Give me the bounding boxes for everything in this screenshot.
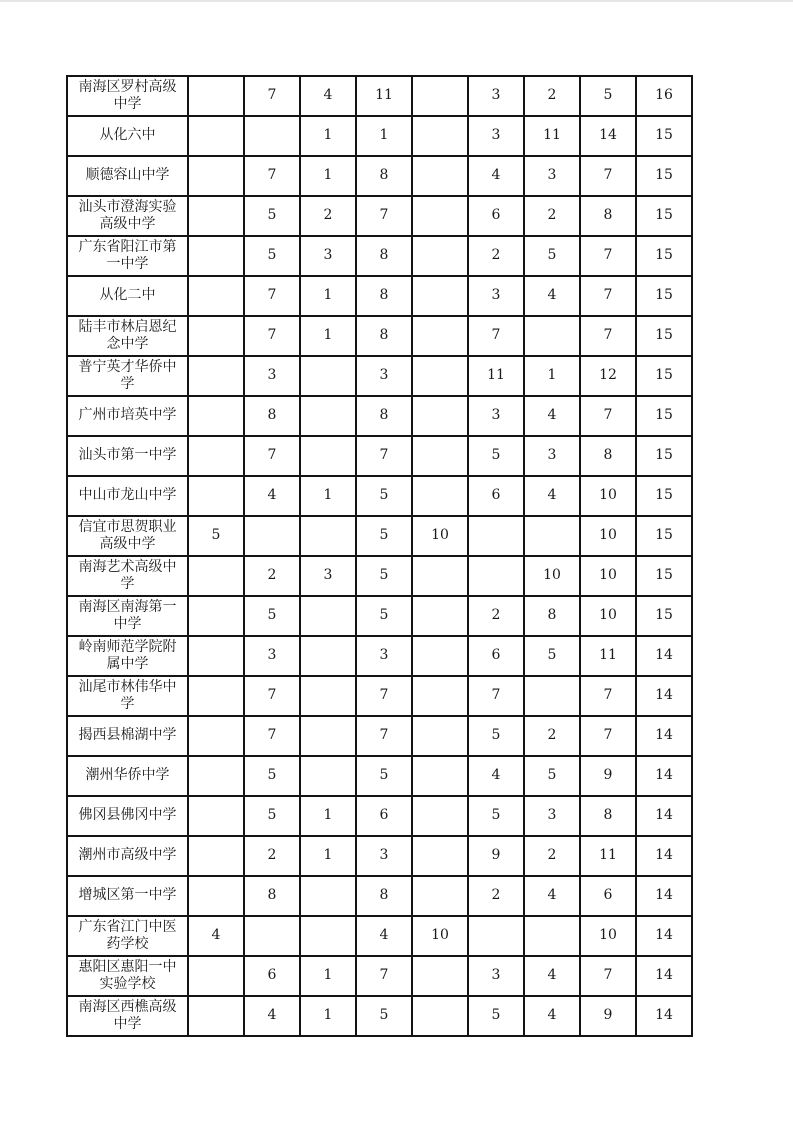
value-cell	[188, 116, 244, 156]
value-cell	[468, 516, 524, 556]
value-cell: 4	[524, 996, 580, 1036]
value-cell: 15	[636, 116, 692, 156]
value-cell: 15	[636, 356, 692, 396]
value-cell: 15	[636, 276, 692, 316]
value-cell: 7	[468, 316, 524, 356]
value-cell: 7	[356, 956, 412, 996]
school-name-cell: 汕头市第一中学	[67, 436, 188, 476]
value-cell	[300, 676, 356, 716]
value-cell: 7	[244, 436, 300, 476]
table-row	[67, 276, 692, 316]
value-cell: 14	[636, 996, 692, 1036]
value-cell: 6	[244, 956, 300, 996]
value-cell: 2	[244, 836, 300, 876]
value-cell: 15	[636, 516, 692, 556]
value-cell: 1	[300, 316, 356, 356]
value-cell: 5	[468, 796, 524, 836]
value-cell: 7	[580, 236, 636, 276]
value-cell: 14	[636, 796, 692, 836]
value-cell: 3	[524, 156, 580, 196]
value-cell: 3	[356, 836, 412, 876]
school-name-cell: 南海区西樵高级中学	[67, 996, 188, 1036]
value-cell	[188, 236, 244, 276]
value-cell: 14	[580, 116, 636, 156]
value-cell	[244, 916, 300, 956]
value-cell: 8	[356, 156, 412, 196]
value-cell: 10	[580, 916, 636, 956]
value-cell	[468, 916, 524, 956]
school-name-cell: 从化六中	[67, 116, 188, 156]
value-cell: 14	[636, 876, 692, 916]
value-cell	[412, 356, 468, 396]
value-cell: 1	[300, 956, 356, 996]
table-row	[67, 436, 692, 476]
value-cell: 3	[356, 636, 412, 676]
value-cell	[524, 516, 580, 556]
value-cell	[412, 316, 468, 356]
value-cell: 15	[636, 236, 692, 276]
school-name-cell: 信宜市思贺职业高级中学	[67, 516, 188, 556]
value-cell: 14	[636, 916, 692, 956]
value-cell: 4	[524, 396, 580, 436]
value-cell	[188, 636, 244, 676]
value-cell: 6	[580, 876, 636, 916]
value-cell: 7	[580, 676, 636, 716]
value-cell: 5	[356, 996, 412, 1036]
value-cell	[188, 836, 244, 876]
value-cell: 15	[636, 436, 692, 476]
table-row	[67, 196, 692, 236]
value-cell	[188, 796, 244, 836]
value-cell	[300, 436, 356, 476]
value-cell: 7	[468, 676, 524, 716]
value-cell	[188, 676, 244, 716]
value-cell	[412, 436, 468, 476]
value-cell: 11	[580, 836, 636, 876]
value-cell: 14	[636, 636, 692, 676]
value-cell: 7	[580, 716, 636, 756]
value-cell: 6	[468, 636, 524, 676]
value-cell: 8	[356, 316, 412, 356]
value-cell	[468, 556, 524, 596]
value-cell	[188, 196, 244, 236]
value-cell: 1	[300, 276, 356, 316]
school-name-cell: 广东省江门中医药学校	[67, 916, 188, 956]
value-cell: 5	[524, 636, 580, 676]
value-cell: 5	[468, 996, 524, 1036]
value-cell: 6	[468, 196, 524, 236]
value-cell: 8	[524, 596, 580, 636]
value-cell: 2	[244, 556, 300, 596]
value-cell: 14	[636, 716, 692, 756]
value-cell: 8	[580, 436, 636, 476]
value-cell: 4	[524, 476, 580, 516]
school-name-cell: 揭西县棉湖中学	[67, 716, 188, 756]
value-cell	[188, 876, 244, 916]
value-cell	[300, 756, 356, 796]
value-cell: 1	[300, 796, 356, 836]
value-cell	[188, 76, 244, 116]
value-cell: 15	[636, 556, 692, 596]
value-cell: 2	[524, 716, 580, 756]
value-cell: 5	[468, 716, 524, 756]
school-name-cell: 广州市培英中学	[67, 396, 188, 436]
value-cell: 7	[244, 276, 300, 316]
value-cell: 4	[468, 756, 524, 796]
value-cell: 1	[300, 996, 356, 1036]
value-cell: 7	[356, 716, 412, 756]
value-cell	[188, 476, 244, 516]
school-name-cell: 普宁英才华侨中学	[67, 356, 188, 396]
value-cell: 5	[356, 556, 412, 596]
value-cell: 3	[468, 956, 524, 996]
value-cell	[412, 876, 468, 916]
value-cell	[412, 716, 468, 756]
value-cell: 14	[636, 676, 692, 716]
value-cell: 5	[356, 596, 412, 636]
value-cell: 14	[636, 956, 692, 996]
value-cell: 3	[468, 116, 524, 156]
school-name-cell: 顺德容山中学	[67, 156, 188, 196]
value-cell: 15	[636, 476, 692, 516]
value-cell: 11	[580, 636, 636, 676]
value-cell	[412, 396, 468, 436]
value-cell	[188, 436, 244, 476]
value-cell: 8	[356, 876, 412, 916]
value-cell: 3	[300, 236, 356, 276]
school-name-cell: 潮州市高级中学	[67, 836, 188, 876]
value-cell	[300, 356, 356, 396]
value-cell: 4	[244, 996, 300, 1036]
value-cell	[412, 676, 468, 716]
school-name-cell: 南海艺术高级中学	[67, 556, 188, 596]
table-row	[67, 716, 692, 756]
value-cell: 10	[412, 516, 468, 556]
value-cell: 14	[636, 756, 692, 796]
value-cell	[188, 756, 244, 796]
table-body	[67, 76, 692, 1036]
value-cell: 7	[580, 396, 636, 436]
school-name-cell: 陆丰市林启恩纪念中学	[67, 316, 188, 356]
value-cell: 8	[580, 196, 636, 236]
value-cell	[412, 276, 468, 316]
value-cell	[188, 156, 244, 196]
table-row	[67, 916, 692, 956]
value-cell: 9	[580, 996, 636, 1036]
value-cell	[412, 196, 468, 236]
value-cell: 2	[524, 76, 580, 116]
value-cell: 7	[244, 156, 300, 196]
value-cell: 14	[636, 836, 692, 876]
value-cell	[524, 316, 580, 356]
value-cell: 5	[356, 516, 412, 556]
value-cell	[188, 356, 244, 396]
school-name-cell: 南海区罗村高级中学	[67, 76, 188, 116]
value-cell	[412, 636, 468, 676]
value-cell: 10	[524, 556, 580, 596]
value-cell: 15	[636, 156, 692, 196]
value-cell: 5	[356, 476, 412, 516]
value-cell: 2	[300, 196, 356, 236]
value-cell	[300, 516, 356, 556]
value-cell: 11	[468, 356, 524, 396]
value-cell	[524, 916, 580, 956]
school-name-cell: 增城区第一中学	[67, 876, 188, 916]
value-cell	[188, 956, 244, 996]
value-cell: 4	[524, 876, 580, 916]
school-name-cell: 中山市龙山中学	[67, 476, 188, 516]
value-cell	[412, 956, 468, 996]
value-cell: 15	[636, 396, 692, 436]
value-cell	[188, 716, 244, 756]
value-cell: 15	[636, 196, 692, 236]
value-cell: 2	[524, 836, 580, 876]
value-cell: 5	[356, 756, 412, 796]
value-cell: 5	[188, 516, 244, 556]
table-row	[67, 476, 692, 516]
value-cell: 10	[412, 916, 468, 956]
value-cell: 10	[580, 596, 636, 636]
value-cell: 4	[244, 476, 300, 516]
value-cell: 6	[468, 476, 524, 516]
value-cell: 8	[356, 236, 412, 276]
table-row	[67, 836, 692, 876]
value-cell	[188, 596, 244, 636]
table-row	[67, 396, 692, 436]
table-row	[67, 796, 692, 836]
value-cell: 3	[524, 796, 580, 836]
table-row	[67, 956, 692, 996]
school-name-cell: 广东省阳江市第一中学	[67, 236, 188, 276]
value-cell: 7	[356, 676, 412, 716]
value-cell	[300, 396, 356, 436]
value-cell	[412, 116, 468, 156]
value-cell: 3	[244, 636, 300, 676]
value-cell: 2	[468, 596, 524, 636]
value-cell: 12	[580, 356, 636, 396]
value-cell: 7	[580, 956, 636, 996]
value-cell	[188, 396, 244, 436]
value-cell: 3	[468, 76, 524, 116]
value-cell	[300, 596, 356, 636]
value-cell: 9	[580, 756, 636, 796]
value-cell: 5	[244, 756, 300, 796]
table-row	[67, 76, 692, 116]
value-cell: 11	[356, 76, 412, 116]
school-name-cell: 岭南师范学院附属中学	[67, 636, 188, 676]
value-cell	[188, 276, 244, 316]
value-cell	[412, 796, 468, 836]
table-row	[67, 876, 692, 916]
value-cell: 8	[356, 396, 412, 436]
table-row	[67, 676, 692, 716]
value-cell: 4	[468, 156, 524, 196]
value-cell: 8	[244, 396, 300, 436]
table-row	[67, 516, 692, 556]
value-cell: 10	[580, 476, 636, 516]
table-row	[67, 996, 692, 1036]
value-cell: 1	[524, 356, 580, 396]
value-cell: 6	[356, 796, 412, 836]
value-cell: 16	[636, 76, 692, 116]
school-name-cell: 南海区南海第一中学	[67, 596, 188, 636]
table-row	[67, 316, 692, 356]
value-cell: 7	[244, 76, 300, 116]
value-cell: 8	[580, 796, 636, 836]
school-name-cell: 惠阳区惠阳一中实验学校	[67, 956, 188, 996]
value-cell	[412, 836, 468, 876]
value-cell: 4	[356, 916, 412, 956]
value-cell	[524, 676, 580, 716]
table-row	[67, 116, 692, 156]
value-cell	[412, 236, 468, 276]
value-cell	[244, 516, 300, 556]
value-cell: 5	[524, 756, 580, 796]
value-cell: 9	[468, 836, 524, 876]
value-cell	[188, 996, 244, 1036]
value-cell	[412, 556, 468, 596]
value-cell: 3	[244, 356, 300, 396]
table-row	[67, 556, 692, 596]
value-cell: 10	[580, 516, 636, 556]
school-name-cell: 从化二中	[67, 276, 188, 316]
page-top-edge	[0, 0, 793, 2]
value-cell: 10	[580, 556, 636, 596]
table-row	[67, 636, 692, 676]
value-cell: 1	[300, 836, 356, 876]
value-cell	[412, 156, 468, 196]
value-cell: 5	[580, 76, 636, 116]
value-cell: 1	[300, 476, 356, 516]
value-cell: 7	[244, 676, 300, 716]
value-cell: 4	[524, 956, 580, 996]
table-row	[67, 596, 692, 636]
school-score-table	[66, 75, 693, 1037]
value-cell	[412, 996, 468, 1036]
value-cell	[412, 756, 468, 796]
value-cell: 11	[524, 116, 580, 156]
value-cell	[300, 876, 356, 916]
value-cell	[300, 716, 356, 756]
school-name-cell: 潮州华侨中学	[67, 756, 188, 796]
value-cell: 3	[468, 396, 524, 436]
value-cell: 5	[244, 596, 300, 636]
table-row	[67, 156, 692, 196]
school-name-cell: 汕头市澄海实验高级中学	[67, 196, 188, 236]
value-cell	[188, 556, 244, 596]
value-cell: 5	[524, 236, 580, 276]
school-name-cell: 佛冈县佛冈中学	[67, 796, 188, 836]
value-cell: 7	[244, 716, 300, 756]
value-cell: 1	[300, 116, 356, 156]
value-cell	[412, 476, 468, 516]
value-cell	[244, 116, 300, 156]
value-cell: 7	[244, 316, 300, 356]
value-cell: 7	[580, 316, 636, 356]
value-cell: 2	[468, 236, 524, 276]
value-cell: 3	[524, 436, 580, 476]
value-cell	[300, 916, 356, 956]
value-cell: 2	[524, 196, 580, 236]
value-cell: 15	[636, 316, 692, 356]
value-cell: 3	[468, 276, 524, 316]
value-cell: 4	[524, 276, 580, 316]
value-cell: 15	[636, 596, 692, 636]
value-cell: 5	[244, 796, 300, 836]
value-cell: 1	[300, 156, 356, 196]
value-cell: 8	[244, 876, 300, 916]
value-cell: 7	[580, 276, 636, 316]
value-cell: 5	[244, 196, 300, 236]
value-cell: 5	[244, 236, 300, 276]
value-cell	[300, 636, 356, 676]
table-row	[67, 236, 692, 276]
table-row	[67, 756, 692, 796]
value-cell: 1	[356, 116, 412, 156]
value-cell: 5	[468, 436, 524, 476]
school-name-cell: 汕尾市林伟华中学	[67, 676, 188, 716]
value-cell: 4	[300, 76, 356, 116]
table-row	[67, 356, 692, 396]
value-cell: 7	[356, 196, 412, 236]
value-cell: 7	[356, 436, 412, 476]
value-cell: 2	[468, 876, 524, 916]
value-cell: 3	[300, 556, 356, 596]
value-cell	[412, 76, 468, 116]
value-cell: 3	[356, 356, 412, 396]
value-cell: 4	[188, 916, 244, 956]
value-cell: 8	[356, 276, 412, 316]
value-cell: 7	[580, 156, 636, 196]
value-cell	[412, 596, 468, 636]
value-cell	[188, 316, 244, 356]
